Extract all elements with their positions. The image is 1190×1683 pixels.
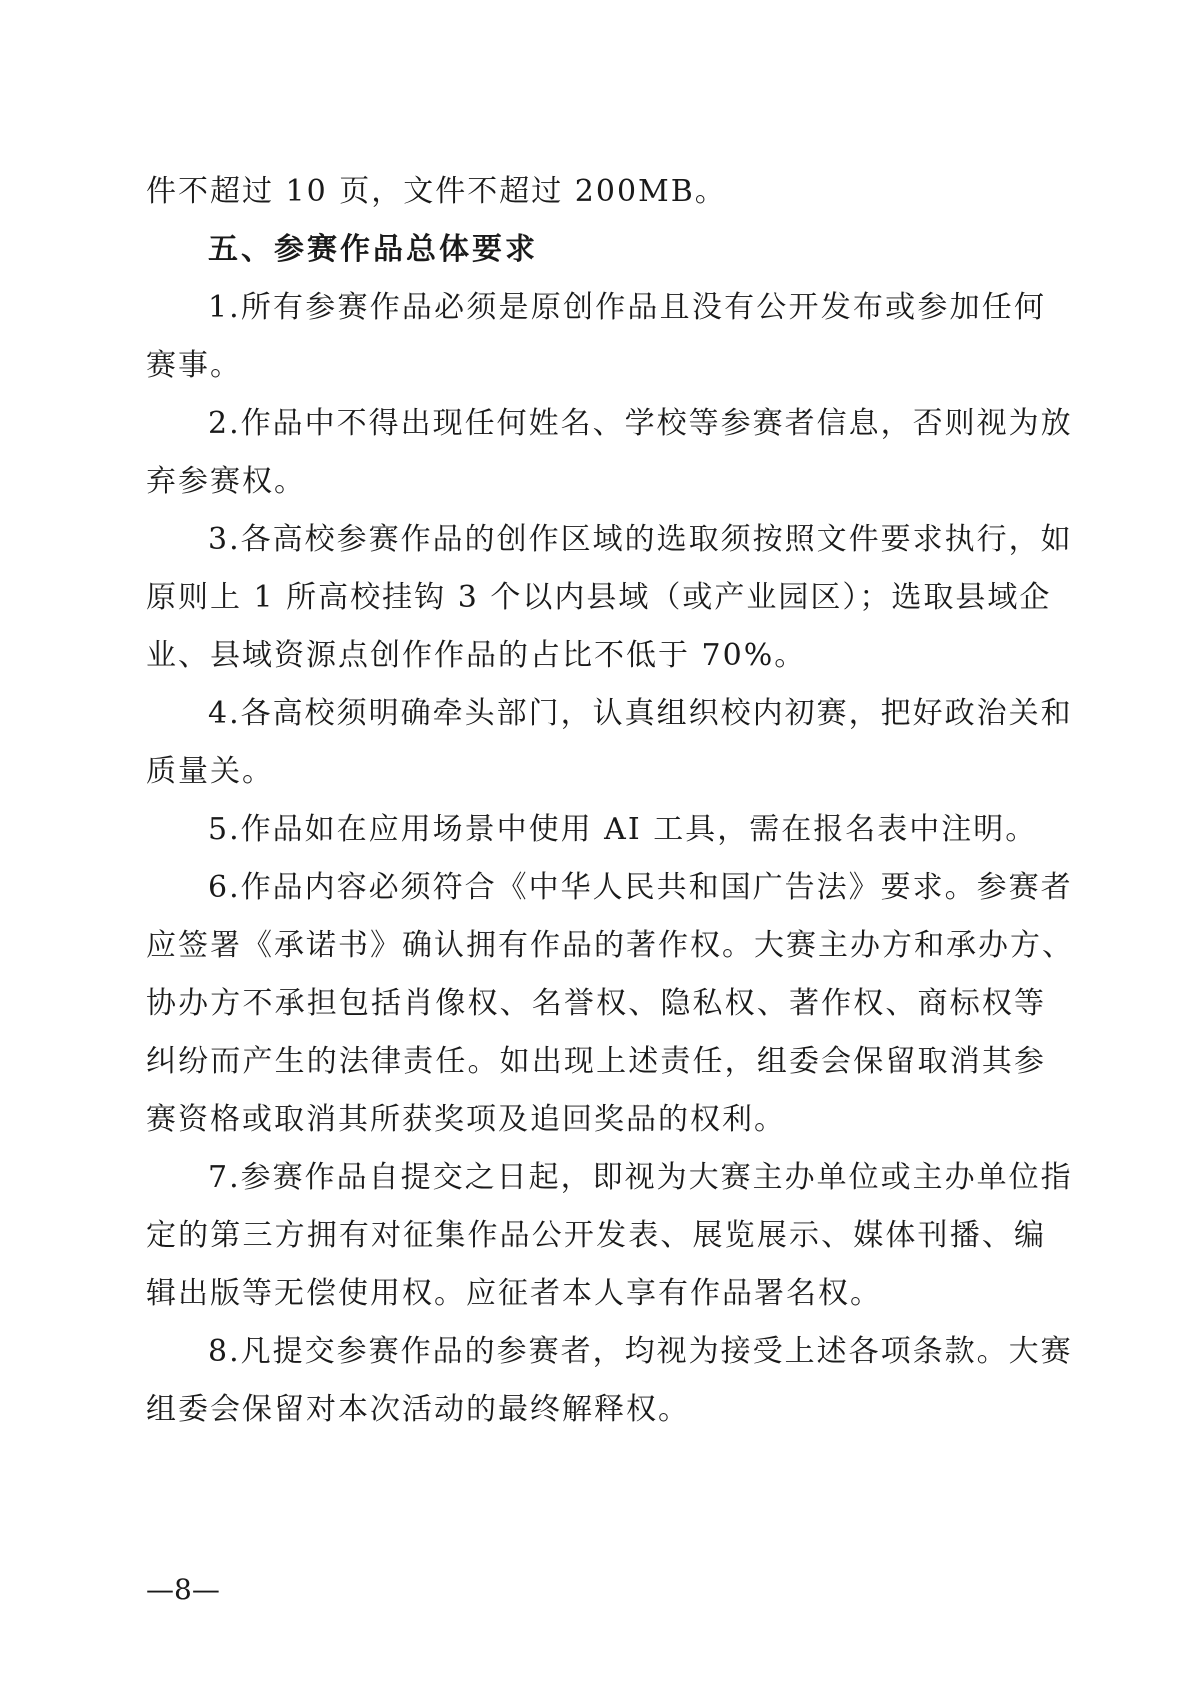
text-line-continuation: 件不超过 10 页，文件不超过 200MB。 (146, 174, 727, 209)
item-7-line-3: 辑出版等无偿使用权。应征者本人享有作品署名权。 (146, 1276, 882, 1311)
section-heading: 五、参赛作品总体要求 (208, 232, 538, 267)
item-5-line-1: 5.作品如在应用场景中使用 AI 工具，需在报名表中注明。 (208, 812, 1038, 847)
item-6-line-2: 应签署《承诺书》确认拥有作品的著作权。大赛主办方和承办方、 (146, 928, 1074, 963)
item-6-line-4: 纠纷而产生的法律责任。如出现上述责任，组委会保留取消其参 (146, 1044, 1046, 1079)
item-6-line-1: 6.作品内容必须符合《中华人民共和国广告法》要求。参赛者 (208, 870, 1073, 905)
item-8-line-2: 组委会保留对本次活动的最终解释权。 (146, 1392, 690, 1427)
item-2-line-2: 弃参赛权。 (146, 464, 306, 499)
item-6-line-3: 协办方不承担包括肖像权、名誉权、隐私权、著作权、商标权等 (146, 986, 1046, 1021)
item-3-line-1: 3.各高校参赛作品的创作区域的选取须按照文件要求执行，如 (208, 522, 1073, 557)
item-7-line-2: 定的第三方拥有对征集作品公开发表、展览展示、媒体刊播、编 (146, 1218, 1046, 1253)
item-8-line-1: 8.凡提交参赛作品的参赛者，均视为接受上述各项条款。大赛 (208, 1334, 1073, 1369)
item-1-line-1: 1.所有参赛作品必须是原创作品且没有公开发布或参加任何 (208, 290, 1046, 325)
item-6-line-5: 赛资格或取消其所获奖项及追回奖品的权利。 (146, 1102, 786, 1137)
item-3-line-3: 业、县域资源点创作作品的占比不低于 70%。 (146, 638, 807, 673)
item-7-line-1: 7.参赛作品自提交之日起，即视为大赛主办单位或主办单位指 (208, 1160, 1073, 1195)
item-2-line-1: 2.作品中不得出现任何姓名、学校等参赛者信息，否则视为放 (208, 406, 1073, 441)
item-3-line-2: 原则上 1 所高校挂钩 3 个以内县域（或产业园区）；选取县域企 (146, 580, 1052, 615)
page-number: —8— (146, 1573, 220, 1606)
item-4-line-1: 4.各高校须明确牵头部门，认真组织校内初赛，把好政治关和 (208, 696, 1073, 731)
item-4-line-2: 质量关。 (146, 754, 274, 789)
item-1-line-2: 赛事。 (146, 348, 242, 383)
